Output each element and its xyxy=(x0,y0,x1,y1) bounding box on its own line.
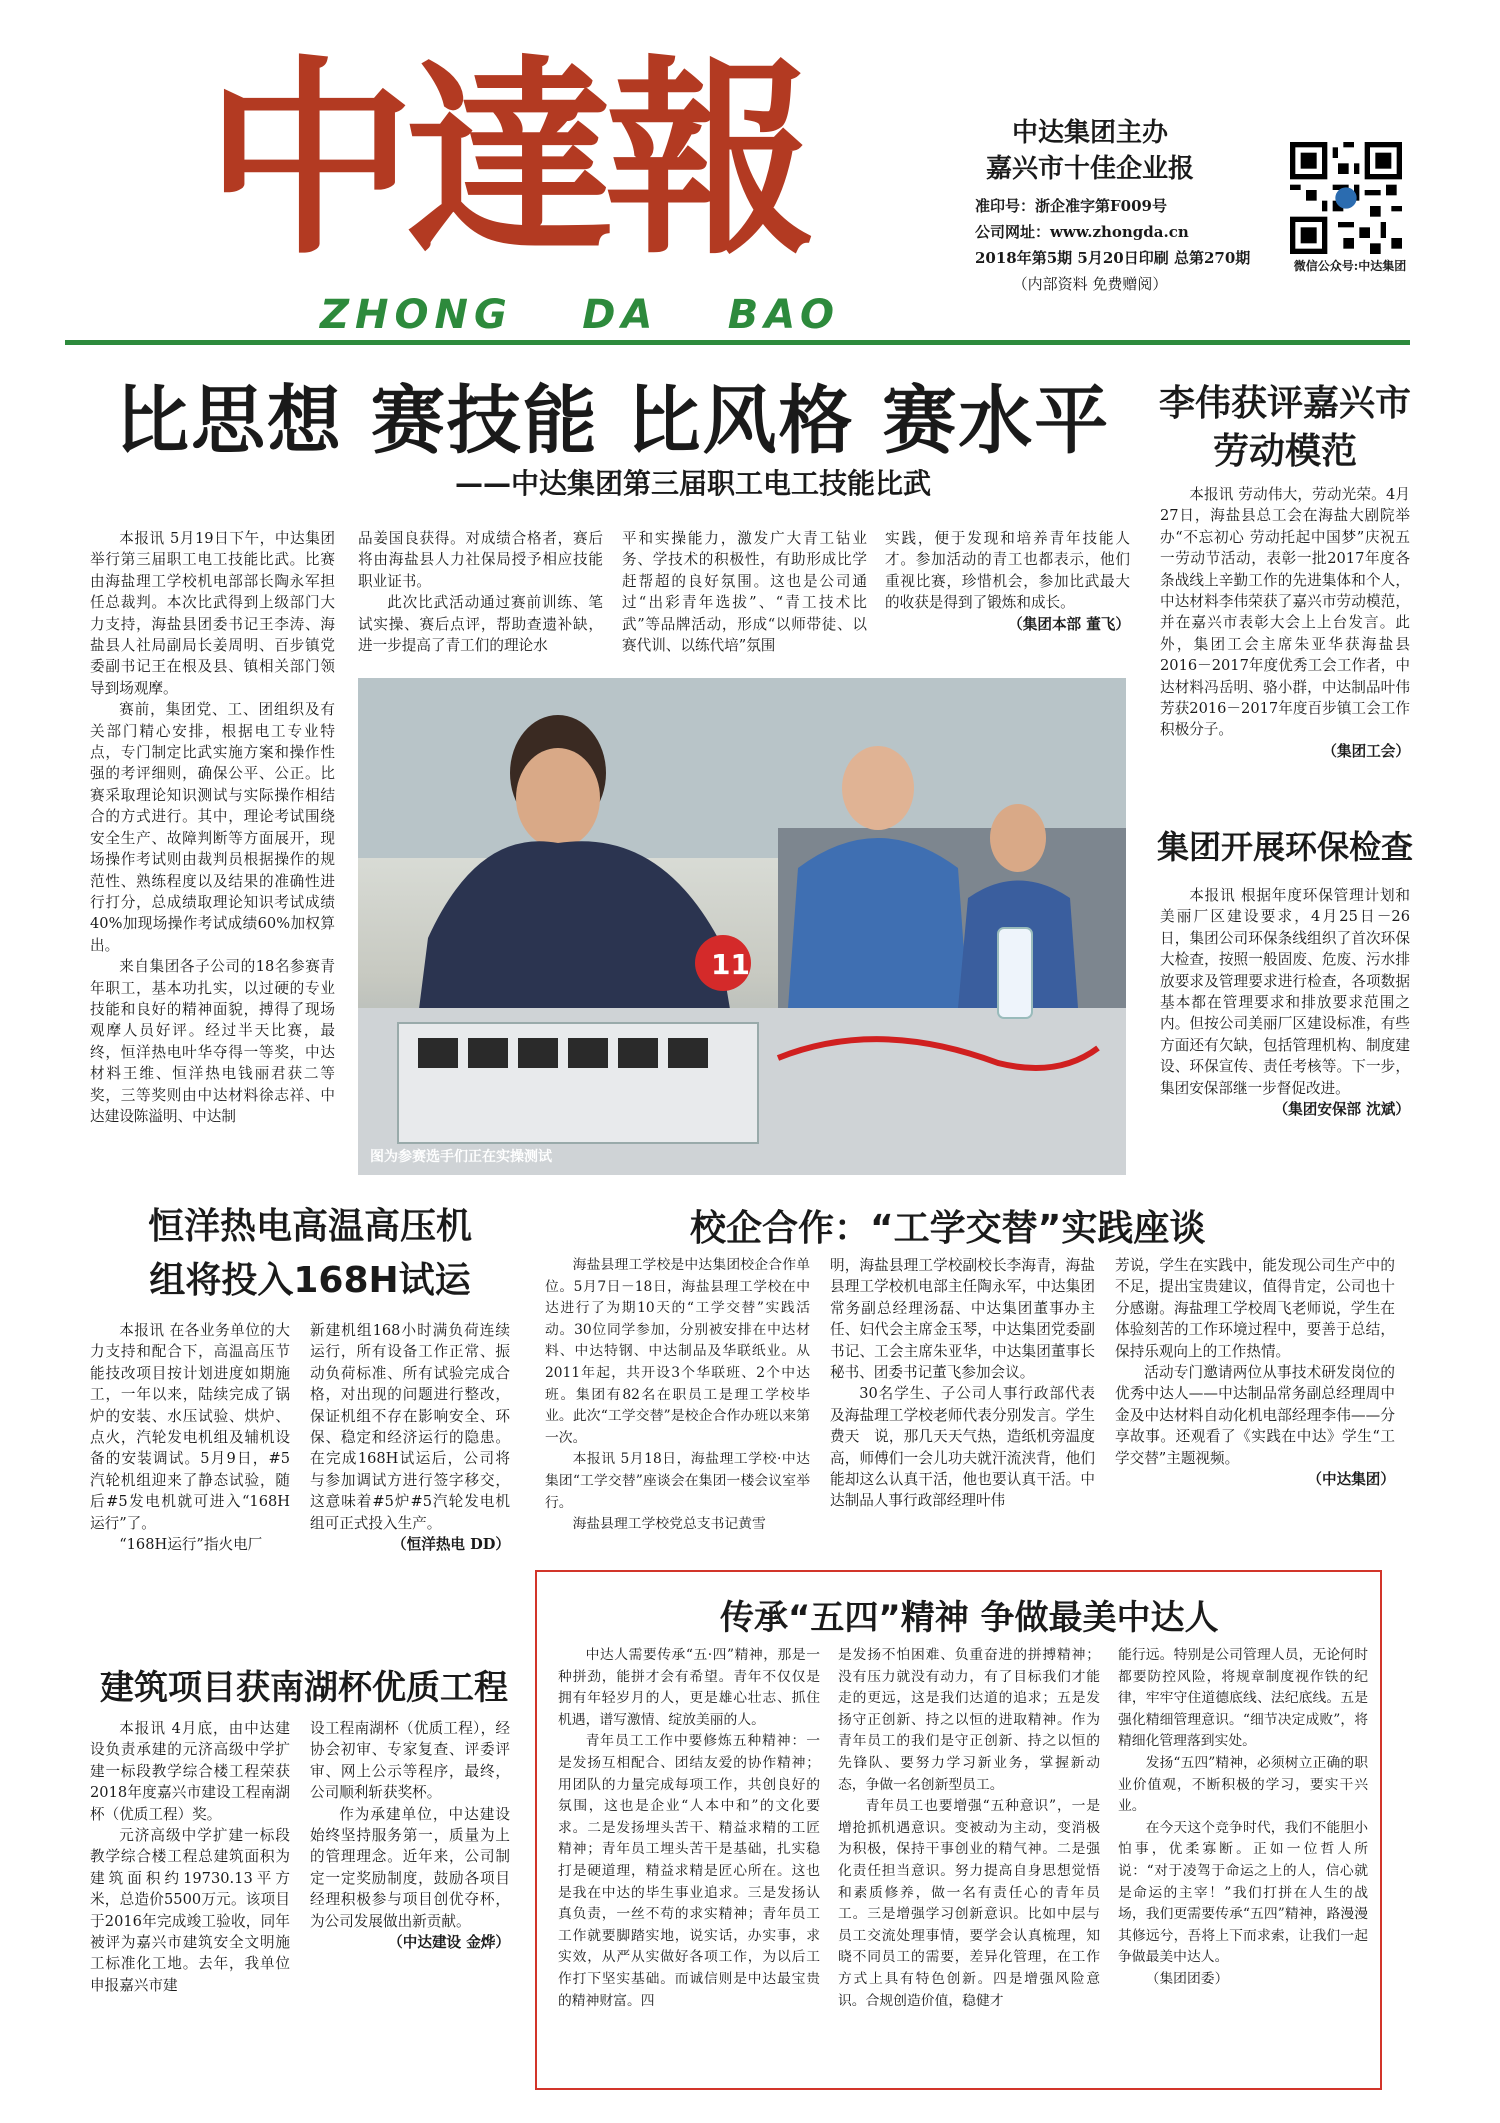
youth-paragraph: 是发扬不怕困难、负重奋进的拼搏精神；没有压力就没有动力，有了目标我们才能走的更远，这是我们达道的追求；五是发扬守正创新、持之以恒的进取精神。作为青年员工的我们是守正创新、持之以恒的先锋队、要努力学习新业务，掌握新动态，争做一名创新型员工。 xyxy=(838,1647,1100,1793)
lead-credit: （集团本部 董飞） xyxy=(1008,615,1130,633)
qr-code-icon[interactable] xyxy=(1290,142,1402,254)
youth-paragraph: 青年员工也要增强“五种意识”，一是增抢抓机遇意识。变被动为主动，变消极为积极，保持干事创业的精气神。二是强化责任担当意识。努力提高自身思想觉悟和素质修养，做一名有责任心的青年员工。三是增强学习创新意识。比如中层与员工交流处理事情，要学会认真梳理，知晓不同员工的需要，差异化管理，在工作方式上具有特色创新。四是增强风险意识。合规创造价值，稳健才 xyxy=(838,1798,1100,2009)
lead-headline: 比思想 赛技能 比风格 赛水平 xyxy=(115,378,1111,464)
youth-column-1 xyxy=(558,1645,820,2012)
lead-paragraph: 平和实操能力，激发广大青工钻业务、学技术的积极性，有助形成比学赶帮超的良好氛围。这也是公司通过“出彩青年选拔”、“青工技术比武”等品牌活动，形成“以师带徒、以赛代训、以练代培”氛围 xyxy=(622,530,867,655)
publication-info xyxy=(975,115,1251,297)
masthead-title: 中達報 xyxy=(205,36,806,283)
building-paragraph: 作为承建单位，中达建设始终坚持服务第一，质量为上的管理理念。近年来，公司制定一定奖励制度，鼓励各项目经理积极参与项目创优夺杯，为公司发展做出新贡献。 xyxy=(310,1805,510,1930)
lead-paragraph: 来自集团各子公司的18名参赛青年职工，基本功扎实，以过硬的专业技能和良好的精神面貌，搏得了现场观摩人员好评。经过半天比赛，最终，恒洋热电叶华夺得一等奖，中达材料王维、恒洋热电钱丽君获二等奖，三等奖则由中达材料徐志祥、中达建设陈溢明、中达制 xyxy=(90,958,335,1125)
school-credit: （中达集团） xyxy=(1307,1471,1395,1489)
school-paragraph: 本报讯 5月18日，海盐理工学校·中达集团“工学交替”座谈会在集团一楼会议室举行。 xyxy=(545,1451,810,1511)
building-paragraph: 本报讯 4月底，由中达建设负责承建的元济高级中学扩建一标段教学综合楼工程荣获2018年度嘉兴市建设工程南湖杯（优质工程）奖。 xyxy=(90,1720,290,1823)
lead-paragraph: 此次比武活动通过赛前训练、笔试实操、赛后点评，帮助查遗补缺，进一步提高了青工们的理论水 xyxy=(358,594,603,655)
youth-paragraph: 青年员工工作中要修炼五种精神：一是发扬互相配合、团结友爱的协作精神；用团队的力量完成每项工作，共创良好的氛围，这也是企业“人本中和”的文化要求。二是发扬埋头苦干、精益求精的工匠精神；青年员工埋头苦干是基础，扎实稳打是硬道理，精益求精是匠心所在。这也是我在中达的毕生事业追求。三是发扬认真负责，一丝不苟的求实精神；青年员工工作就要脚踏实地，说实话，办实事，求实效，从严从实做好各项工作，为以后工作打下坚实基础。而诚信则是中达最宝贵的精神财富。四 xyxy=(558,1733,820,2009)
sidebar-2-paragraph: 本报讯 根据年度环保管理计划和美丽厂区建设要求，4月25日－26日，集团公司环保条线组织了首次环保大检查，按照一般固废、危废、污水排放要求及管理要求进行检查，各项数据基本都在管理要求和排放要求范围之内。但按公司美丽厂区建设标准，有些方面还有欠缺，包括管理机构、制度建设、环保宣传、责任考核等。下一步，集团安保部继一步督促改进。 xyxy=(1160,887,1410,1097)
award-line: 嘉兴市十佳企业报 xyxy=(985,154,1194,184)
sidebar-2-headline: 集团开展环保检查 xyxy=(1156,828,1413,866)
hengyang-headline xyxy=(90,1200,530,1308)
masthead-pinyin xyxy=(320,292,840,338)
youth-paragraph: 中达人需要传承“五·四”精神，那是一种拼劲，能拼才会有希望。青年不仅仅是拥有年轻岁月的人，更是雄心壮志、抓住机遇，谱写激情、绽放美丽的人。 xyxy=(558,1647,820,1728)
hengyang-column-1 xyxy=(90,1320,290,1555)
school-column-1 xyxy=(545,1255,810,1536)
masthead-divider xyxy=(65,340,1410,345)
youth-credit: （集团团委） xyxy=(1145,1970,1229,1987)
qr-caption: 微信公众号:中达集团 xyxy=(1293,259,1407,273)
hengyang-credit: （恒洋热电 DD） xyxy=(392,1536,510,1554)
building-paragraph: 设工程南湖杯（优质工程），经协会初审、专家复查、评委评审、网上公示等程序，最终，公司顺利斩获奖杯。 xyxy=(310,1720,510,1802)
youth-column-3 xyxy=(1118,1645,1368,1991)
school-paragraph: 海盐县理工学校是中达集团校企合作单位。5月7日－18日，海盐县理工学校在中达进行了为期10天的“工学交替”实践活动。30位同学参加，分别被安排在中达材料、中达特钢、中达制品及华联纸业。从2011年起，共开设3个华联班、2个中达班。集团有82名在职员工是理工学校毕业。此次“工学交替”是校企合作办班以来第一次。 xyxy=(545,1257,810,1446)
pinyin-da: DA xyxy=(582,292,659,338)
hengyang-paragraph: “168H运行”指火电厂 xyxy=(119,1536,263,1554)
school-paragraph: 明，海盐县理工学校副校长李海青，海盐县理工学校机电部主任陶永军，中达集团常务副总经理汤磊、中达集团董事办主任、妇代会主席金玉琴，中达集团党委副书记、工会主席朱亚华，中达集团董事长秘书、团委书记董飞参加会议。 xyxy=(830,1257,1095,1382)
building-credit: （中达建设 金烨） xyxy=(388,1934,510,1952)
school-column-2 xyxy=(830,1255,1095,1512)
circulation-note: （内部资料 免费赠阅） xyxy=(1012,275,1168,293)
building-column-2 xyxy=(310,1718,510,1953)
lead-column-1 xyxy=(90,528,335,1127)
lead-paragraph: 本报讯 5月19日下午，中达集团举行第三届职工电工技能比武。比赛由海盐理工学校机电部部长陶永军担任总裁判。本次比武得到上级部门大力支持，海盐县团委书记王李涛、海盐县人社局副局长姜周明、百步镇党委副书记王在根及县、镇相关部门领导到场观摩。 xyxy=(90,530,335,697)
hengyang-headline-line-2: 组将投入168H试运 xyxy=(149,1260,471,1301)
sidebar-2-body xyxy=(1160,885,1410,1120)
lead-column-2 xyxy=(358,528,603,656)
pinyin-bao: BAO xyxy=(727,292,840,338)
building-headline: 建筑项目获南湖杯优质工程 xyxy=(100,1668,508,1708)
school-paragraph: 30名学生、子公司人事行政部代表及海盐理工学校老师代表分别发言。学生费天 说，那几天天气热，造纸机旁温度高，师傅们一会儿功夫就汗流浃背，他们能却这么认真干活，他也要认真干活。中达制品人事行政部经理叶伟 xyxy=(830,1385,1095,1510)
lead-paragraph: 实践，便于发现和培养青年技能人才。参加活动的青工也都表示，他们重视比赛，珍惜机会，参加比武最大的收获是得到了锻炼和成长。 xyxy=(885,530,1130,612)
building-paragraph: 元济高级中学扩建一标段教学综合楼工程总建筑面积为建筑面积约19730.13平方米，总造价5500万元。该项目于2016年完成竣工验收，同年被评为嘉兴市建筑安全文明施工标准化工地。去年，我单位申报嘉兴市建 xyxy=(90,1827,290,1994)
permit-number: 准印号：浙企准字第F009号 xyxy=(975,197,1167,215)
youth-paragraph: 能行远。特别是公司管理人员，无论何时都要防控风险，将规章制度视作铁的纪律，牢牢守住道德底线、法纪底线。五是强化精细管理意识。“细节决定成败”，将精细化管理落到实处。 xyxy=(1118,1647,1368,1750)
youth-paragraph: 发扬“五四”精神，必须树立正确的职业价值观，不断积极的学习，要实干兴业。 xyxy=(1118,1754,1368,1815)
sidebar-1-body xyxy=(1160,484,1410,762)
school-paragraph: 活动专门邀请两位从事技术研发岗位的优秀中达人——中达制品常务副总经理周中金及中达材料自动化机电部经理李伟——分享故事。还观看了《实践在中达》学生“工学交替”主题视频。 xyxy=(1115,1364,1395,1467)
sidebar-1-paragraph: 本报讯 劳动伟大，劳动光荣。4月27日，海盐县总工会在海盐大剧院举办“不忘初心 劳动托起中国梦”庆祝五一劳动节活动，表彰一批2017年度各条战线上辛勤工作的先进集体和个人，中达材料李伟荣获了嘉兴市劳动模范，并在嘉兴市表彰大会上上台发言。此外，集团工会主席朱亚华获海盐县2016－2017年度优秀工会工作者，中达材料冯岳明、骆小群，中达制品叶伟芳获2016－2017年度百步镇工会工作积极分子。 xyxy=(1160,486,1410,739)
youth-column-2 xyxy=(838,1645,1100,2012)
competition-photo-illustration xyxy=(358,678,1126,1175)
pinyin-zhong: ZHONG xyxy=(320,292,513,338)
sidebar-1-credit: （集团工会） xyxy=(1322,742,1410,760)
issue-info: 2018年第5期 5月20日印刷 总第270期 xyxy=(975,249,1251,267)
sidebar-1-headline: 李伟获评嘉兴市劳动模范 xyxy=(1158,383,1411,472)
svg-text:11: 11 xyxy=(711,948,750,981)
hengyang-paragraph: 新建机组168小时满负荷连续运行，所有设备工作正常、振动负荷标准、所有试验完成合格，对出现的问题进行整改，保证机组不存在影响安全、环保、稳定和经济运行的隐患。在完成168H试运后，公司将与参加调试方进行签字移交，这意味着#5炉#5汽轮发电机组可正式投入生产。 xyxy=(310,1322,510,1532)
photo-caption: 图为参赛选手们正在实操测试 xyxy=(370,1149,552,1165)
lead-paragraph: 品姜国良获得。对成绩合格者，赛后将由海盐县人力社保局授予相应技能职业证书。 xyxy=(358,530,603,590)
school-headline: 校企合作：“工学交替”实践座谈 xyxy=(690,1208,1206,1249)
lead-column-4 xyxy=(885,528,1130,635)
hengyang-paragraph: 本报讯 在各业务单位的大力支持和配合下，高温高压节能技改项目按计划进度如期施工，一年以来，陆续完成了锅炉的安装、水压试验、烘炉、点火，汽轮发电机组及辅机设备的安装调试。5月9日，#5汽轮机组迎来了静态试验，随后#5发电机就可进入“168H运行”了。 xyxy=(90,1322,290,1532)
hengyang-headline-line-1: 恒洋热电高温高压机 xyxy=(147,1206,472,1247)
lead-subheadline: ——中达集团第三届职工电工技能比武 xyxy=(455,467,932,500)
lead-column-3 xyxy=(622,528,867,656)
lead-paragraph: 赛前，集团党、工、团组织及有关部门精心安排，根据电工专业特点，专门制定比武实施方案和操作性强的考评细则，确保公平、公正。比赛采取理论知识测试与实际操作相结合的方式进行。其中，理论考试围绕安全生产、故障判断等方面展开，现场操作考试则由裁判员根据操作的规范性、熟练程度以及结果的准确性进行打分，总成绩取理论知识考试成绩40%加现场操作考试成绩60%加权算出。 xyxy=(90,701,335,954)
competition-photo xyxy=(358,678,1126,1175)
sponsor-line: 中达集团主办 xyxy=(1011,118,1168,148)
school-paragraph: 芳说，学生在实践中，能发现公司生产中的不足，提出宝贵建议，值得肯定，公司也十分感谢。海盐理工学校周飞老师说，学生在体验刻苦的工作环境过程中，要善于总结，保持乐观向上的工作热情。 xyxy=(1115,1257,1395,1360)
hengyang-column-2 xyxy=(310,1320,510,1555)
website[interactable]: 公司网址：www.zhongda.cn xyxy=(975,223,1189,241)
school-paragraph: 海盐县理工学校党总支书记黄雪 xyxy=(572,1516,766,1533)
youth-headline: 传承“五四”精神 争做最美中达人 xyxy=(720,1598,1219,1638)
youth-paragraph: 在今天这个竞争时代，我们不能胆小怕事，优柔寡断。正如一位哲人所说：“对于凌驾于命运之上的人，信心就是命运的主宰！”我们打拼在人生的战场，我们更需要传承“五四”精神，路漫漫其修远兮，吾将上下而求索，让我们一起争做最美中达人。 xyxy=(1118,1819,1368,1966)
building-column-1 xyxy=(90,1718,290,1996)
sidebar-2-credit: （集团安保部 沈斌） xyxy=(1273,1101,1410,1119)
school-column-3 xyxy=(1115,1255,1395,1490)
